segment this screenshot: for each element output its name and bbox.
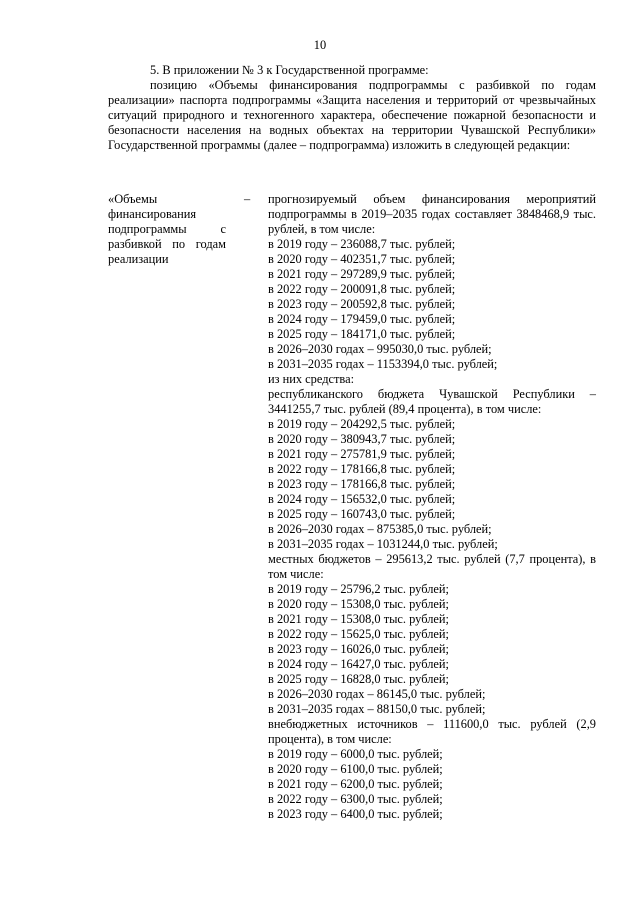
list-item: в 2031–2035 годах – 1153394,0 тыс. рублей;	[268, 357, 498, 371]
republic-budget-intro: республиканского бюджета Чувашской Республики – 3441255,7 тыс. рублей (89,4 процента), в том числе:	[268, 387, 596, 416]
table-left-cell: «Объемы финансирования подпрограммы с разбивкой по годам реализации	[108, 192, 226, 266]
extrabudgetary-years-list	[268, 747, 596, 822]
list-item: в 2023 году – 16026,0 тыс. рублей;	[268, 642, 449, 656]
financing-total-intro: прогнозируемый объем финансирования мероприятий подпрограммы в 2019–2035 годах составляет 3848468,9 тыс. рублей, в том числе:	[268, 192, 596, 236]
list-item: в 2019 году – 204292,5 тыс. рублей;	[268, 417, 456, 431]
list-item: в 2024 году – 16427,0 тыс. рублей;	[268, 657, 449, 671]
list-item: в 2025 году – 160743,0 тыс. рублей;	[268, 507, 456, 521]
list-item: в 2031–2035 годах – 1031244,0 тыс. рублей;	[268, 537, 498, 551]
list-item: в 2023 году – 200592,8 тыс. рублей;	[268, 297, 456, 311]
list-item: в 2020 году – 6100,0 тыс. рублей;	[268, 762, 443, 776]
list-item: в 2024 году – 179459,0 тыс. рублей;	[268, 312, 456, 326]
list-item: в 2022 году – 178166,8 тыс. рублей;	[268, 462, 456, 476]
page-number: 10	[313, 38, 327, 52]
list-item: в 2020 году – 380943,7 тыс. рублей;	[268, 432, 456, 446]
list-item: в 2022 году – 200091,8 тыс. рублей;	[268, 282, 456, 296]
total-years-list	[268, 237, 596, 372]
list-item: в 2021 году – 275781,9 тыс. рублей;	[268, 447, 456, 461]
republic-years-list	[268, 417, 596, 552]
local-budget-intro: местных бюджетов – 295613,2 тыс. рублей (7,7 процента), в том числе:	[268, 552, 596, 581]
list-item: в 2020 году – 15308,0 тыс. рублей;	[268, 597, 449, 611]
list-item: в 2019 году – 6000,0 тыс. рублей;	[268, 747, 443, 761]
of-them-label: из них средства:	[268, 372, 355, 386]
table-dash: –	[244, 192, 251, 206]
list-item: в 2025 году – 16828,0 тыс. рублей;	[268, 672, 449, 686]
list-item: в 2022 году – 15625,0 тыс. рублей;	[268, 627, 449, 641]
extrabudgetary-intro: внебюджетных источников – 111600,0 тыс. рублей (2,9 процента), в том числе:	[268, 717, 596, 746]
list-item: в 2026–2030 годах – 875385,0 тыс. рублей;	[268, 522, 492, 536]
list-item: в 2019 году – 25796,2 тыс. рублей;	[268, 582, 449, 596]
local-years-list	[268, 582, 596, 717]
list-item: в 2024 году – 156532,0 тыс. рублей;	[268, 492, 456, 506]
intro-item-heading: 5. В приложении № 3 к Государственной программе:	[150, 63, 429, 77]
list-item: в 2026–2030 годах – 86145,0 тыс. рублей;	[268, 687, 486, 701]
list-item: в 2021 году – 15308,0 тыс. рублей;	[268, 612, 449, 626]
list-item: в 2031–2035 годах – 88150,0 тыс. рублей;	[268, 702, 486, 716]
list-item: в 2019 году – 236088,7 тыс. рублей;	[268, 237, 456, 251]
list-item: в 2025 году – 184171,0 тыс. рублей;	[268, 327, 456, 341]
list-item: в 2022 году – 6300,0 тыс. рублей;	[268, 792, 443, 806]
table-right-cell	[268, 192, 596, 822]
list-item: в 2021 году – 6200,0 тыс. рублей;	[268, 777, 443, 791]
list-item: в 2023 году – 6400,0 тыс. рублей;	[268, 807, 443, 821]
intro-paragraph: позицию «Объемы финансирования подпрограммы с разбивкой по годам реализации» паспорта подпрограммы «Защита населения и территорий от чрезвычайных ситуаций природного и техногенного характера, обеспечение пожарной безопасности и безопасности населения на водных объектах на территории Чувашской Республики» Государственной программы (далее – подпрограмма) изложить в следующей редакции:	[108, 78, 596, 152]
list-item: в 2023 году – 178166,8 тыс. рублей;	[268, 477, 456, 491]
list-item: в 2020 году – 402351,7 тыс. рублей;	[268, 252, 456, 266]
list-item: в 2021 году – 297289,9 тыс. рублей;	[268, 267, 456, 281]
list-item: в 2026–2030 годах – 995030,0 тыс. рублей;	[268, 342, 492, 356]
